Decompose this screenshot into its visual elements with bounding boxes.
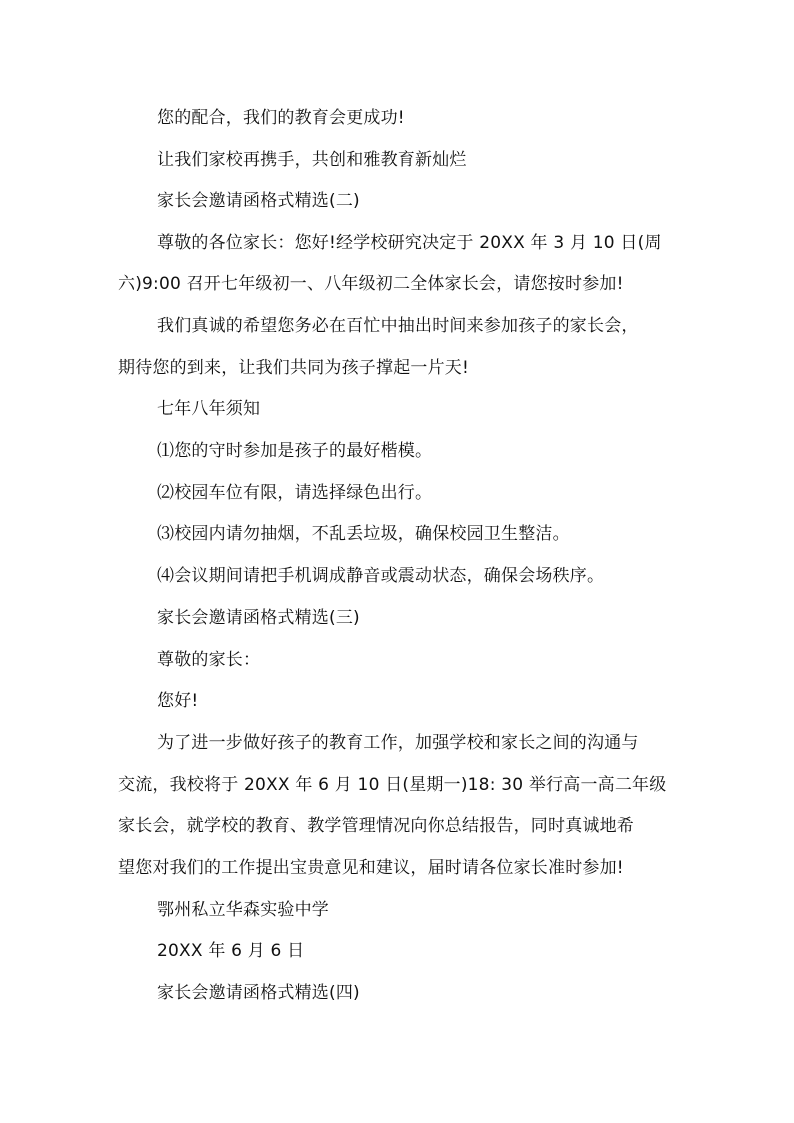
- subheading: 七年八年须知: [157, 399, 261, 419]
- paragraph-line: 望您对我们的工作提出宝贵意见和建议，届时请各位家长准时参加!: [118, 858, 624, 878]
- paragraph-line: 您的配合，我们的教育会更成功!: [157, 108, 405, 128]
- section-heading: 家长会邀请函格式精选(三): [157, 608, 360, 628]
- paragraph-line: 我们真诚的希望您务必在百忙中抽出时间来参加孩子的家长会，: [157, 316, 639, 336]
- paragraph-line: 六)9:00 召开七年级初一、八年级初二全体家长会，请您按时参加!: [118, 274, 624, 294]
- signature-date: 20XX 年 6 月 6 日: [157, 941, 305, 961]
- section-heading: 家长会邀请函格式精选(二): [157, 191, 360, 211]
- paragraph-line: 期待您的到来，让我们共同为孩子撑起一片天!: [118, 358, 470, 378]
- list-item: ⑶校园内请勿抽烟，不乱丢垃圾，确保校园卫生整洁。: [157, 524, 570, 544]
- paragraph-line: 为了进一步做好孩子的教育工作，加强学校和家长之间的沟通与: [157, 733, 639, 753]
- salutation: 尊敬的家长：: [157, 650, 261, 670]
- signature-school: 鄂州私立华森实验中学: [157, 900, 329, 920]
- greeting: 您好!: [157, 691, 199, 711]
- paragraph-line: 交流，我校将于 20XX 年 6 月 10 日(星期一)18: 30 举行高一高二年级: [118, 775, 667, 795]
- paragraph-line: 尊敬的各位家长：您好!经学校研究决定于 20XX 年 3 月 10 日(周: [157, 233, 662, 253]
- paragraph-line: 家长会，就学校的教育、教学管理情况向你总结报告，同时真诚地希: [118, 816, 634, 836]
- list-item: ⑷会议期间请把手机调成静音或震动状态，确保会场秩序。: [157, 566, 605, 586]
- list-item: ⑴您的守时参加是孩子的最好楷模。: [157, 441, 433, 461]
- list-item: ⑵校园车位有限，请选择绿色出行。: [157, 483, 433, 503]
- paragraph-line: 让我们家校再携手，共创和雅教育新灿烂: [157, 150, 467, 170]
- section-heading: 家长会邀请函格式精选(四): [157, 983, 360, 1003]
